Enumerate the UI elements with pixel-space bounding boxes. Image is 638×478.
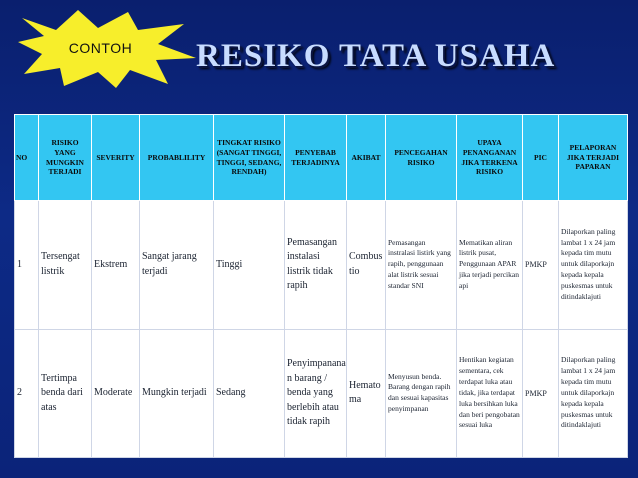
cell-risiko: Tersengat listrik (39, 201, 92, 330)
header-risiko: RISIKO YANG MUNGKIN TERJADI (39, 115, 92, 201)
contoh-badge (18, 8, 198, 90)
table-row (15, 329, 628, 458)
cell-penyebab: Penyimpanana n barang / benda yang berlebih atau tidak rapih (285, 329, 347, 458)
header-severity: SEVERITY (92, 115, 140, 201)
table-row (15, 201, 628, 330)
cell-pic: PMKP (523, 329, 559, 458)
cell-probability: Mungkin terjadi (140, 329, 214, 458)
header-pic: PIC (523, 115, 559, 201)
header-tingkat: TINGKAT RISIKO (SANGAT TINGGI, TINGGI, SEDANG, RENDAH) (214, 115, 285, 201)
header-akibat: AKIBAT (347, 115, 386, 201)
header-pencegahan: PENCEGAHAN RISIKO (386, 115, 457, 201)
header-probability: PROBABLILITY (140, 115, 214, 201)
header-no: NO (15, 115, 39, 201)
cell-pencegahan: Menyusun benda. Barang dengan rapih dan sesuai kapasitas penyimpanan (386, 329, 457, 458)
risk-table-container (14, 114, 627, 458)
table-header-row (15, 115, 628, 201)
page-title: RESIKO TATA USAHA (196, 38, 556, 74)
cell-akibat: Hemato ma (347, 329, 386, 458)
risk-table (14, 114, 628, 458)
cell-no: 2 (15, 329, 39, 458)
cell-probability: Sangat jarang terjadi (140, 201, 214, 330)
contoh-label: CONTOH (68, 40, 133, 56)
cell-pic: PMKP (523, 201, 559, 330)
cell-penyebab: Pemasangan instalasi listrik tidak rapih (285, 201, 347, 330)
cell-risiko: Tertimpa benda dari atas (39, 329, 92, 458)
header-penyebab: PENYEBAB TERJADINYA (285, 115, 347, 201)
cell-severity: Ekstrem (92, 201, 140, 330)
cell-pelaporan: Dilaporkan paling lambat 1 x 24 jam kepada tim mutu untuk dilaporkajn kepada kepala puskesmas untuk ditindaklajuti (559, 201, 628, 330)
cell-tingkat: Tinggi (214, 201, 285, 330)
cell-penanganan: Mematikan aliran listrik pusat, Penggunaan APAR jika terjadi percikan api (457, 201, 523, 330)
header-penanganan: UPAYA PENANGANAN JIKA TERKENA RISIKO (457, 115, 523, 201)
cell-penanganan: Hentikan kegiatan sementara, cek terdapat luka atau tidak, jika terdapat luka bersihkan luka dan beri pengobatan sesuai luka (457, 329, 523, 458)
header-pelaporan: PELAPORAN JIKA TERJADI PAPARAN (559, 115, 628, 201)
cell-pelaporan: Dilaporkan paling lambat 1 x 24 jam kepada tim mutu untuk dilaporkajn kepada kepala puskesmas untuk ditindaklajuti (559, 329, 628, 458)
cell-akibat: Combus tio (347, 201, 386, 330)
cell-severity: Moderate (92, 329, 140, 458)
cell-no: 1 (15, 201, 39, 330)
cell-pencegahan: Pemasangan instralasi listirk yang rapih, penggunaan alat listrik sesuai standar SNI (386, 201, 457, 330)
cell-tingkat: Sedang (214, 329, 285, 458)
